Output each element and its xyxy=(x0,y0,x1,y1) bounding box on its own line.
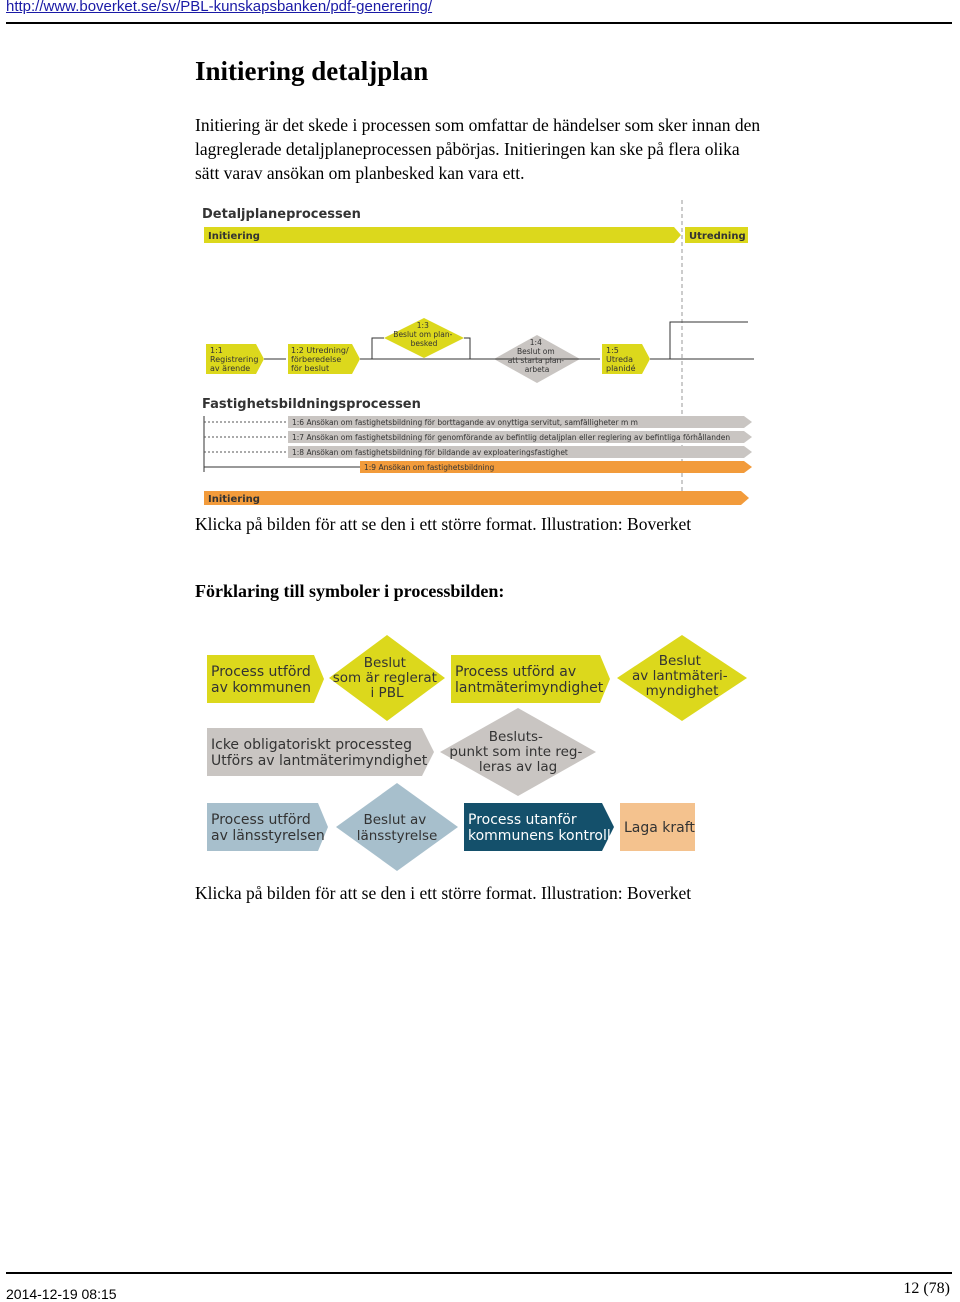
legend-process-utanfor-text: Process utanför kommunens kontroll xyxy=(468,812,611,844)
step-1-3-text: 1:3 Beslut om plan- besked xyxy=(393,321,453,348)
legend-image[interactable] xyxy=(196,630,750,872)
footer-rule xyxy=(6,1272,952,1274)
step-1-2-text: 1:2 Utredning/ förberedelse för beslut xyxy=(291,346,349,373)
row-1-8-text: 1:8 Ansökan om fastighetsbildning för bildande av exploateringsfastighet xyxy=(292,448,568,457)
legend-beslut-lantmateri-text: Beslut av lantmäteri- myndighet xyxy=(632,653,728,699)
page-title: Initiering detaljplan xyxy=(195,56,429,86)
page-url-link[interactable]: http://www.boverket.se/sv/PBL-kunskapsbanken/pdf-generering/ xyxy=(6,0,433,15)
bar-initiering-label: Initiering xyxy=(208,231,260,242)
bar-utredning-label: Utredning xyxy=(689,231,746,242)
legend-caption: Klicka på bilden för att se den i ett större format. Illustration: Boverket xyxy=(195,883,692,903)
legend-process-lansstyrelsen-text: Process utförd av länsstyrelsen xyxy=(211,812,325,844)
bar-initiering xyxy=(204,227,681,243)
bottom-initiering-label: Initiering xyxy=(208,494,260,505)
legend-beslut-lansstyrelse-text: Beslut av länsstyrelse xyxy=(356,812,438,844)
legend-heading: Förklaring till symboler i processbilden: xyxy=(195,581,505,601)
step-1-4-text: 1:4 Beslut om att starta plan- arbeta xyxy=(507,338,564,374)
legend-icke-obligatoriskt-text: Icke obligatoriskt processteg Utförs av lantmäterimyndighet xyxy=(211,737,428,769)
row-1-6-text: 1:6 Ansökan om fastighetsbildning för borttagande av onyttiga servitut, samfälligheter m m xyxy=(292,418,638,427)
diagram-title: Detaljplaneprocessen xyxy=(202,207,361,222)
header-rule xyxy=(6,22,952,24)
step-1-1-text: 1:1 Registrering av ärende xyxy=(210,346,259,373)
diagram-caption: Klicka på bilden för att se den i ett större format. Illustration: Boverket xyxy=(195,514,692,534)
bottom-initiering-bar xyxy=(204,491,749,505)
row-1-7-text: 1:7 Ansökan om fastighetsbildning för genomförande av befintlig detaljplan eller reglering av befintliga förhållanden xyxy=(292,433,731,442)
row-1-9-text: 1:9 Ansökan om fastighetsbildning xyxy=(364,463,495,472)
process-diagram-image[interactable] xyxy=(196,198,754,510)
intro-paragraph: Initiering är det skede i processen som omfattar de händelser som sker innan den lagreglerade detaljplaneprocessen påbörjas. Initieringen kan ske på flera olika sätt varav ansökan om planbesked kan vara ett. xyxy=(195,115,761,183)
section2-title: Fastighetsbildningsprocessen xyxy=(202,397,421,412)
legend-process-kommun-text: Process utförd av kommunen xyxy=(211,664,311,696)
legend-beslut-pbl-text: Beslut som är reglerat i PBL xyxy=(332,655,437,701)
footer-page-number: 12 (78) xyxy=(903,1280,950,1297)
step-1-5-text: 1:5 Utreda planidé xyxy=(606,346,636,373)
legend-laga-kraft-text: Laga kraft xyxy=(624,820,695,836)
legend-process-lantmateri-text: Process utförd av lantmäterimyndighet xyxy=(455,664,604,696)
legend-beslutspunkt-text: Besluts- punkt som inte reg- leras av lag xyxy=(449,729,583,775)
footer-date: 2014-12-19 08:15 xyxy=(6,1286,117,1302)
